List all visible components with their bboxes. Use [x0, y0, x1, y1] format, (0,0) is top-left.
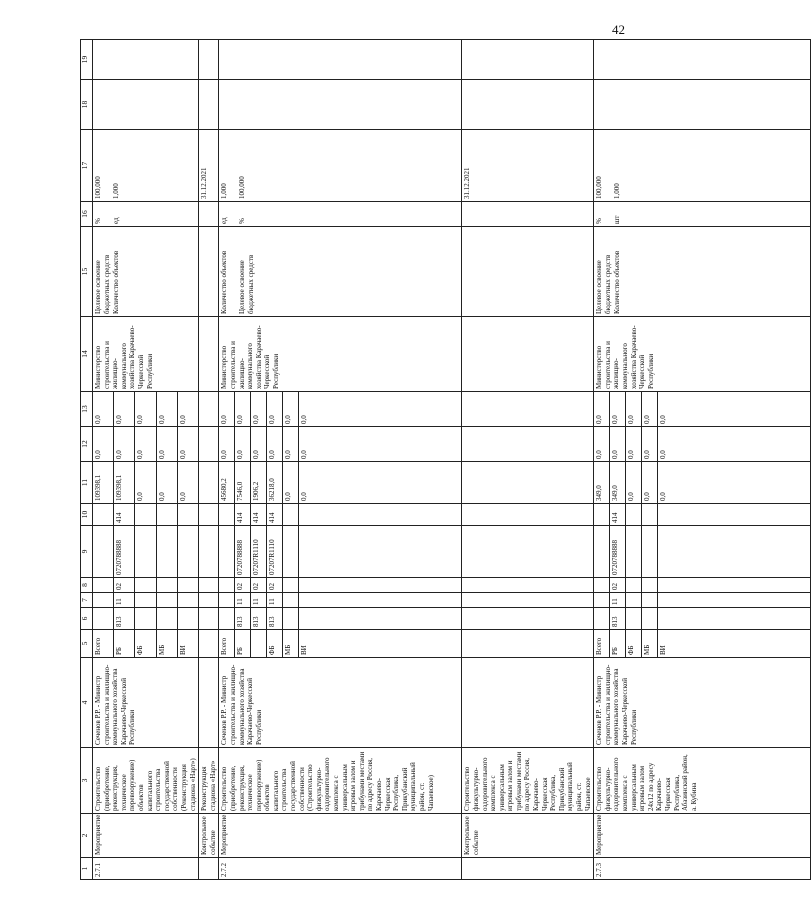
responsible-organization: Министерство строительства и жилищно-коммунального хозяйства Карачаево-Черкесской Республики [93, 317, 199, 392]
rz-code [156, 593, 177, 608]
grbs-code [642, 608, 658, 630]
responsible-executor: Сеченов Р.Р. - Министр строительства и жилищно-коммунального хозяйства Карачаево-Черкесской Республики [594, 658, 811, 748]
rz-code [219, 593, 235, 608]
indicator-value: 100,000 [94, 176, 102, 199]
column-19-cell [93, 40, 199, 80]
indicator-value: 1,000 [220, 183, 229, 199]
amount-year-1: 0,0 [658, 462, 811, 504]
amount-year-2: 0,0 [594, 427, 610, 462]
column-header-12: 12 [81, 427, 93, 462]
vr-code: 414 [251, 504, 267, 526]
indicator-value: 100,000 [238, 176, 247, 199]
control-event-row [199, 40, 219, 880]
table-row [93, 40, 114, 880]
vr-code: 414 [235, 504, 251, 526]
indicator-unit: % [595, 218, 604, 224]
pr-code: 02 [251, 578, 267, 593]
column-header-9: 9 [81, 526, 93, 578]
pr-code [594, 578, 610, 593]
funding-source: Всего [594, 630, 610, 658]
indicator-units [93, 202, 199, 227]
control-empty-cell [199, 504, 219, 526]
amount-year-3: 0,0 [642, 392, 658, 427]
control-empty-cell [462, 526, 594, 578]
vr-code [283, 504, 299, 526]
csr-code [156, 526, 177, 578]
amount-year-1: 45680,2 [219, 462, 235, 504]
amount-year-3: 0,0 [299, 392, 462, 427]
responsible-executor: Сеченов Р.Р. - Министр строительства и жилищно-коммунального хозяйства Карачаево-Черкесской Республики [219, 658, 462, 748]
grbs-code: 813 [235, 608, 251, 630]
rz-code: 11 [114, 593, 135, 608]
grbs-code [135, 608, 156, 630]
control-empty-cell [199, 227, 219, 317]
csr-code [626, 526, 642, 578]
row-type: Мероприятие [93, 814, 199, 858]
funding-source: МБ [156, 630, 177, 658]
indicator-values [93, 130, 199, 202]
rz-code [177, 593, 198, 608]
indicator-name: Целевое освоение бюджетных средств [595, 254, 612, 314]
control-empty-cell [462, 80, 594, 130]
indicator-name: Количество объектов [613, 250, 622, 314]
vr-code [219, 504, 235, 526]
pr-code [642, 578, 658, 593]
csr-code: 0720788888 [235, 526, 251, 578]
csr-code [658, 526, 811, 578]
column-header-6: 6 [81, 608, 93, 630]
indicator-unit: % [94, 218, 102, 224]
indicator-value: 100,000 [595, 176, 604, 199]
indicator-value: 1,000 [112, 183, 120, 199]
amount-year-3: 0,0 [114, 392, 135, 427]
column-header-3: 3 [81, 748, 93, 814]
column-18-cell [594, 80, 811, 130]
vr-code [299, 504, 462, 526]
csr-code: 07207R1110 [251, 526, 267, 578]
control-event-label: Контрольное событие [462, 814, 594, 858]
column-header-14: 14 [81, 317, 93, 392]
indicator-unit: % [238, 218, 247, 224]
row-type: Мероприятие [594, 814, 811, 858]
rz-code [642, 593, 658, 608]
grbs-code [93, 608, 114, 630]
grbs-code [219, 608, 235, 630]
pr-code [299, 578, 462, 593]
control-empty-cell [199, 392, 219, 427]
amount-year-3: 0,0 [594, 392, 610, 427]
funding-source: РБ [114, 630, 135, 658]
amount-year-1: 0,0 [156, 462, 177, 504]
vr-code [594, 504, 610, 526]
control-empty-cell [462, 40, 594, 80]
control-empty-cell [462, 504, 594, 526]
vr-code [93, 504, 114, 526]
column-header-1: 1 [81, 858, 93, 880]
pr-code [219, 578, 235, 593]
pr-code [93, 578, 114, 593]
row-number: 2.7.2 [219, 858, 462, 880]
funding-source: ФБ [267, 630, 283, 658]
column-header-19: 19 [81, 40, 93, 80]
rz-code [93, 593, 114, 608]
control-event-text: Реконструкция стадиона «Нарт» [199, 748, 219, 814]
indicator-names [219, 227, 462, 317]
page-number: 42 [612, 22, 625, 37]
indicator-value: 1,000 [613, 183, 622, 199]
funding-source: ВИ [177, 630, 198, 658]
control-empty-cell [199, 202, 219, 227]
column-header-10: 10 [81, 504, 93, 526]
csr-code: 0720788888 [114, 526, 135, 578]
rz-code [299, 593, 462, 608]
grbs-code: 813 [610, 608, 626, 630]
amount-year-2: 0,0 [642, 427, 658, 462]
control-blank [199, 858, 219, 880]
pr-code [626, 578, 642, 593]
control-empty-cell [199, 578, 219, 593]
column-header-11: 11 [81, 462, 93, 504]
control-empty-cell [462, 593, 594, 608]
measure-name: Строительство (приобретение, реконструкция, техническое перевооружение) объектов капитального строительства государственной собственности (Строительство физкультурно-оздоровительного комплекса с универсальным игровым залом и трибунами местами по адресу Россия, Карачаево-Черкесская Республика, Прикубанский муниципальный район, ст. Чапаевское) [219, 748, 462, 814]
amount-year-3: 0,0 [267, 392, 283, 427]
csr-code: 0720788888 [610, 526, 626, 578]
funding-source: Всего [93, 630, 114, 658]
control-empty-cell [199, 462, 219, 504]
grbs-code [283, 608, 299, 630]
rz-code [594, 593, 610, 608]
grbs-code: 813 [251, 608, 267, 630]
amount-year-2: 0,0 [93, 427, 114, 462]
measure-name: Строительство (приобретение, реконструкция, техническое перевооружение) объектов капитального строительства государственной собственности (Реконструкция стадиона «Нарт») [93, 748, 199, 814]
csr-code: 07207R1110 [267, 526, 283, 578]
column-header-13: 13 [81, 392, 93, 427]
pr-code: 02 [114, 578, 135, 593]
indicator-name: Целевое освоение бюджетных средств [238, 254, 255, 314]
control-empty-cell [462, 578, 594, 593]
amount-year-1: 0,0 [642, 462, 658, 504]
amount-year-2: 0,0 [114, 427, 135, 462]
column-header-5: 5 [81, 630, 93, 658]
control-event-date: 31.12.2021 [199, 130, 219, 202]
indicator-unit: ед [112, 217, 120, 224]
amount-year-2: 0,0 [658, 427, 811, 462]
grbs-code [658, 608, 811, 630]
row-type: Мероприятие [219, 814, 462, 858]
vr-code: 414 [267, 504, 283, 526]
grbs-code [594, 608, 610, 630]
column-header-8: 8 [81, 578, 93, 593]
control-empty-cell [462, 427, 594, 462]
amount-year-1: 0,0 [299, 462, 462, 504]
amount-year-1: 0,0 [283, 462, 299, 504]
grbs-code [626, 608, 642, 630]
rz-code [283, 593, 299, 608]
amount-year-2: 0,0 [135, 427, 156, 462]
amount-year-3: 0,0 [156, 392, 177, 427]
vr-code [135, 504, 156, 526]
control-empty-cell [199, 80, 219, 130]
amount-year-2: 0,0 [156, 427, 177, 462]
control-empty-cell [462, 608, 594, 630]
vr-code [177, 504, 198, 526]
rz-code [626, 593, 642, 608]
funding-source: Всего [219, 630, 235, 658]
csr-code [594, 526, 610, 578]
indicator-unit: ед [220, 217, 229, 224]
pr-code: 02 [610, 578, 626, 593]
control-empty-cell [199, 658, 219, 748]
control-empty-cell [462, 227, 594, 317]
funding-source: ВИ [299, 630, 462, 658]
column-header-2: 2 [81, 814, 93, 858]
rz-code: 11 [267, 593, 283, 608]
rz-code: 11 [235, 593, 251, 608]
column-header-15: 15 [81, 227, 93, 317]
control-event-date: 31.12.2021 [462, 130, 594, 202]
grbs-code [299, 608, 462, 630]
rz-code: 11 [251, 593, 267, 608]
amount-year-2: 0,0 [251, 427, 267, 462]
indicator-names [93, 227, 199, 317]
vr-code [642, 504, 658, 526]
csr-code [135, 526, 156, 578]
measure-name: Строительство физкультурно-оздоровительного комплекса с универсальным игровым залом 24x12 по адресу Карачаево-Черкесская Республика, Абазинский район, а. Кубина [594, 748, 811, 814]
funding-source: ФБ [135, 630, 156, 658]
column-18-cell [93, 80, 199, 130]
indicator-values [219, 130, 462, 202]
column-header-4: 4 [81, 658, 93, 748]
amount-year-3: 0,0 [93, 392, 114, 427]
amount-year-3: 0,0 [610, 392, 626, 427]
pr-code [283, 578, 299, 593]
funding-source: МБ [283, 630, 299, 658]
pr-code: 02 [235, 578, 251, 593]
table-row [594, 40, 610, 880]
amount-year-1: 0,0 [626, 462, 642, 504]
vr-code [156, 504, 177, 526]
amount-year-2: 0,0 [177, 427, 198, 462]
grbs-code: 813 [267, 608, 283, 630]
csr-code [219, 526, 235, 578]
column-header-16: 16 [81, 202, 93, 227]
rz-code [658, 593, 811, 608]
indicator-names [594, 227, 811, 317]
column-header-17: 17 [81, 130, 93, 202]
indicator-name: Количество объектов [220, 250, 229, 314]
pr-code [135, 578, 156, 593]
pr-code [177, 578, 198, 593]
amount-year-2: 0,0 [299, 427, 462, 462]
indicator-values [594, 130, 811, 202]
csr-code [283, 526, 299, 578]
responsible-organization: Министерство строительства и жилищно-коммунального хозяйства Карачаево-Черкесской Республики [594, 317, 811, 392]
amount-year-2: 0,0 [283, 427, 299, 462]
amount-year-1: 36218,0 [267, 462, 283, 504]
indicator-units [219, 202, 462, 227]
control-event-text: Строительство физкультурно-оздоровительного комплекса с универсальным игровым залом и трибунами местами по адресу Россия, Карачаево-Черкесская Республика, Прикубанский муниципальный район, ст. Чапаевское [462, 748, 594, 814]
row-number: 2.7.1 [93, 858, 199, 880]
csr-code [177, 526, 198, 578]
control-empty-cell [199, 593, 219, 608]
amount-year-2: 0,0 [267, 427, 283, 462]
amount-year-1: 0,0 [135, 462, 156, 504]
amount-year-2: 0,0 [219, 427, 235, 462]
funding-source: РБ [610, 630, 626, 658]
funding-source: МБ [642, 630, 658, 658]
control-empty-cell [462, 658, 594, 748]
control-empty-cell [199, 427, 219, 462]
funding-source: ВИ [658, 630, 811, 658]
indicator-unit: шт [613, 215, 622, 224]
landscape-table-wrapper [80, 40, 698, 880]
amount-year-3: 0,0 [658, 392, 811, 427]
column-header-7: 7 [81, 593, 93, 608]
column-header-18: 18 [81, 80, 93, 130]
amount-year-3: 0,0 [135, 392, 156, 427]
csr-code [642, 526, 658, 578]
indicator-units [594, 202, 811, 227]
funding-source: РБ [235, 630, 251, 658]
amount-year-1: 109398,1 [114, 462, 135, 504]
control-empty-cell [462, 202, 594, 227]
csr-code [299, 526, 462, 578]
table-row [219, 40, 235, 880]
grbs-code [156, 608, 177, 630]
control-empty-cell [462, 392, 594, 427]
control-empty-cell [199, 317, 219, 392]
amount-year-1: 349,0 [610, 462, 626, 504]
control-empty-cell [462, 317, 594, 392]
grbs-code: 813 [114, 608, 135, 630]
column-18-cell [219, 80, 462, 130]
amount-year-2: 0,0 [235, 427, 251, 462]
amount-year-1: 1906,2 [251, 462, 267, 504]
amount-year-1: 7546,0 [235, 462, 251, 504]
vr-code: 414 [114, 504, 135, 526]
amount-year-1: 349,0 [594, 462, 610, 504]
control-empty-cell [199, 40, 219, 80]
pr-code [156, 578, 177, 593]
control-event-label: Контрольное событие [199, 814, 219, 858]
amount-year-1: 109398,1 [93, 462, 114, 504]
amount-year-3: 0,0 [283, 392, 299, 427]
control-blank [462, 858, 594, 880]
amount-year-3: 0,0 [626, 392, 642, 427]
rz-code [135, 593, 156, 608]
pr-code: 02 [267, 578, 283, 593]
grbs-code [177, 608, 198, 630]
rotated-page [80, 40, 698, 880]
amount-year-2: 0,0 [610, 427, 626, 462]
responsible-executor: Сеченов Р.Р. - Министр строительства и жилищно-коммунального хозяйства Карачаево-Черкесской Республики [93, 658, 199, 748]
amount-year-3: 0,0 [235, 392, 251, 427]
control-event-row [462, 40, 594, 880]
control-empty-cell [462, 630, 594, 658]
indicator-name: Целевое освоение бюджетных средств [94, 254, 111, 314]
amount-year-1: 0,0 [177, 462, 198, 504]
csr-code [93, 526, 114, 578]
vr-code [626, 504, 642, 526]
control-empty-cell [199, 608, 219, 630]
vr-code [658, 504, 811, 526]
funding-source [251, 630, 267, 658]
indicator-name: Количество объектов [112, 250, 120, 314]
column-19-cell [219, 40, 462, 80]
control-empty-cell [199, 630, 219, 658]
funding-source: ФБ [626, 630, 642, 658]
amount-year-3: 0,0 [251, 392, 267, 427]
control-empty-cell [462, 462, 594, 504]
pr-code [658, 578, 811, 593]
responsible-organization: Министерство строительства и жилищно-коммунального хозяйства Карачаево-Черкесской Республики [219, 317, 462, 392]
header-row [81, 40, 93, 880]
vr-code: 414 [610, 504, 626, 526]
control-empty-cell [199, 526, 219, 578]
row-number: 2.7.3 [594, 858, 811, 880]
column-19-cell [594, 40, 811, 80]
amount-year-3: 0,0 [219, 392, 235, 427]
program-table [80, 39, 811, 880]
amount-year-2: 0,0 [626, 427, 642, 462]
rz-code: 11 [610, 593, 626, 608]
amount-year-3: 0,0 [177, 392, 198, 427]
